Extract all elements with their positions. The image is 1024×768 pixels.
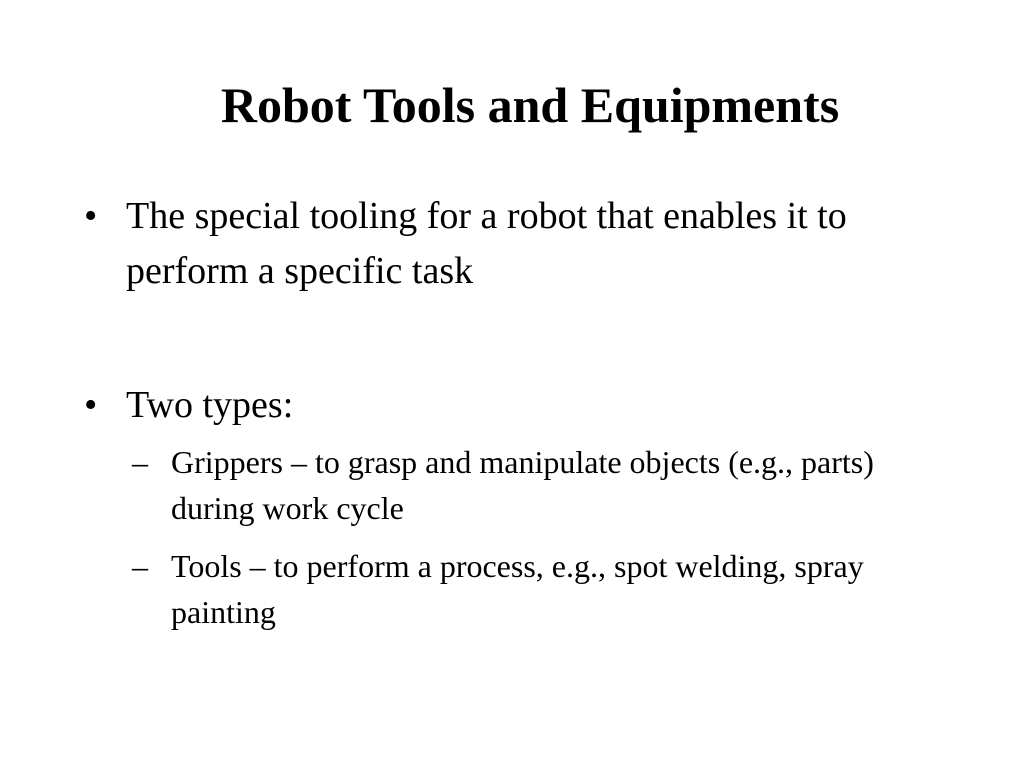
sub-item-tools <box>132 543 952 635</box>
slide-title: Robot Tools and Equipments <box>220 77 840 133</box>
bullet-marker: • <box>84 195 98 237</box>
sub-item-text: Tools – to perform a process, e.g., spot welding, spray painting <box>171 548 864 630</box>
sub-item-text: Grippers – to grasp and manipulate objects (e.g., parts) during work cycle <box>171 444 874 526</box>
bullet-marker: • <box>84 384 98 426</box>
bullet-item-two-types <box>84 378 934 433</box>
bullet-text: The special tooling for a robot that enables it to perform a specific task <box>126 195 847 292</box>
bullet-text: Two types: <box>126 384 294 426</box>
dash-marker: – <box>132 548 148 584</box>
dash-marker: – <box>132 444 148 480</box>
bullet-item-special-tooling <box>84 189 934 299</box>
sub-item-grippers <box>132 439 952 531</box>
